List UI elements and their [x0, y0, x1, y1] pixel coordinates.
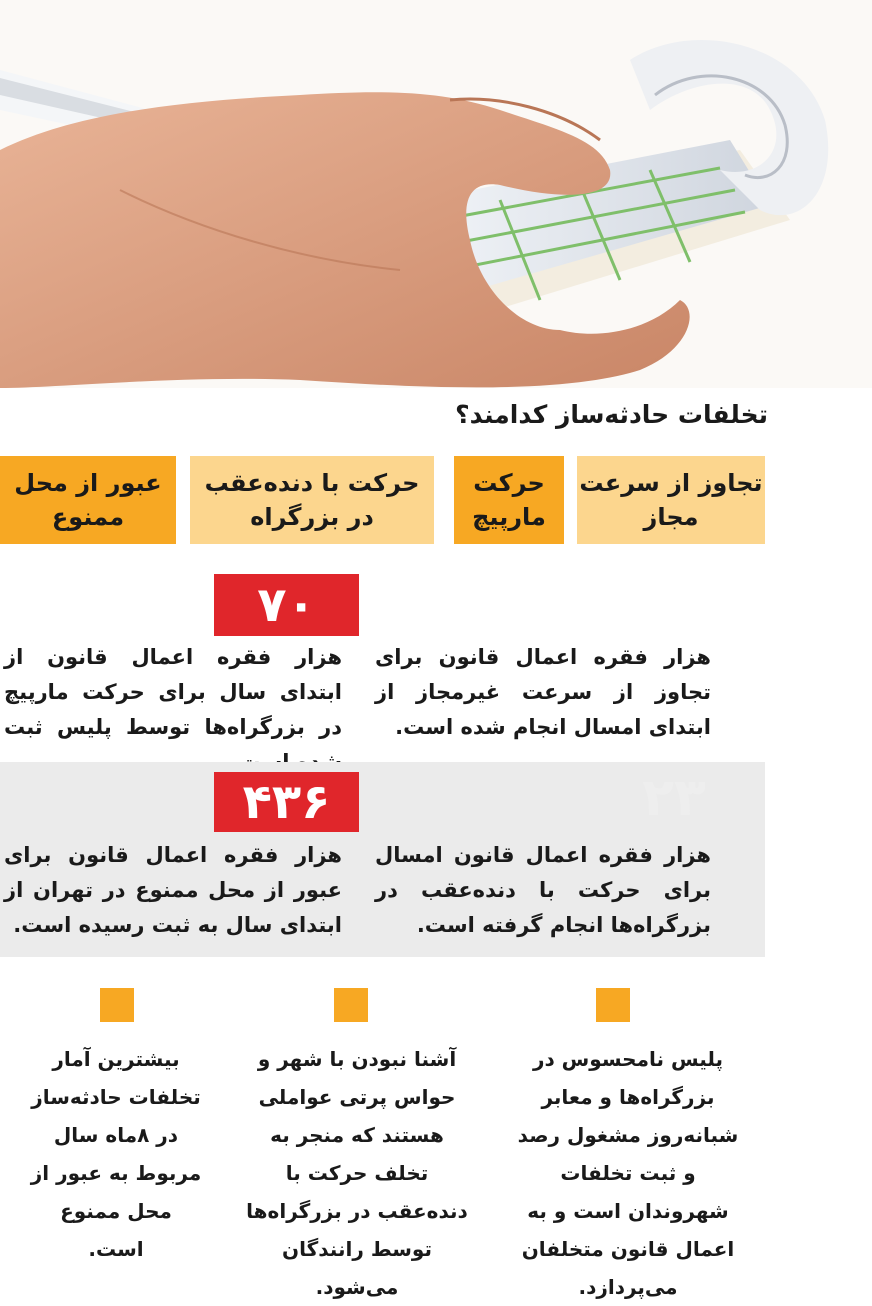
category-zigzag: حرکت مارپیچ: [454, 456, 564, 544]
note-undercover-police: پلیس نامحسوس در بزرگراه‌ها و معابر شبانه‌روز مشغول رصد و ثبت تخلفات شهروندان است و به اعمال قانون متخلفان می‌پردازد.: [517, 1047, 739, 1299]
page-title: تخلفات حادثه‌ساز کدامند؟: [455, 400, 768, 429]
stat-text-no-entry: هزار فقره اعمال قانون برای عبور از محل ممنوع در تهران از ابتدای سال به ثبت رسیده است.: [4, 843, 342, 937]
stat-text-zigzag: هزار فقره اعمال قانون از ابتدای سال برای حرکت مارپیچ در بزرگراه‌ها توسط پلیس ثبت: [4, 645, 342, 739]
stat-text-speeding: هزار فقره اعمال قانون برای تجاوز از سرعت غیرمجاز از ابتدای امسال انجام شده است.: [375, 645, 711, 739]
note-most-violations: بیشترین آمار تخلفات حادثه‌ساز در ۸ماه سال مربوط به عبور از محل ممنوع است.: [30, 1047, 202, 1261]
stat-number-reverse: ۲۳: [642, 768, 706, 828]
bullet-square: [596, 988, 630, 1022]
category-no-entry: عبور از محل ممنوع: [0, 456, 176, 544]
category-speeding: تجاوز از سرعت مجاز: [577, 456, 765, 544]
header-photo: [0, 0, 872, 388]
stat-number-zigzag: ۷۰: [214, 574, 359, 636]
note-unfamiliar-city: آشنا نبودن با شهر و حواس پرتی عواملی هستند که منجر به تخلف حرکت با دنده‌عقب در بزرگراه‌ها توسط رانندگان می‌شود.: [246, 1047, 468, 1299]
bullet-square: [100, 988, 134, 1022]
stat-number-no-entry: ۴۳۶: [214, 772, 359, 832]
bullet-square: [334, 988, 368, 1022]
category-reverse: حرکت با دنده‌عقب در بزرگراه: [190, 456, 434, 544]
stat-text-reverse: هزار فقره اعمال قانون امسال برای حرکت با دنده‌عقب در بزرگراه‌ها انجام گرفته است.: [375, 843, 711, 937]
